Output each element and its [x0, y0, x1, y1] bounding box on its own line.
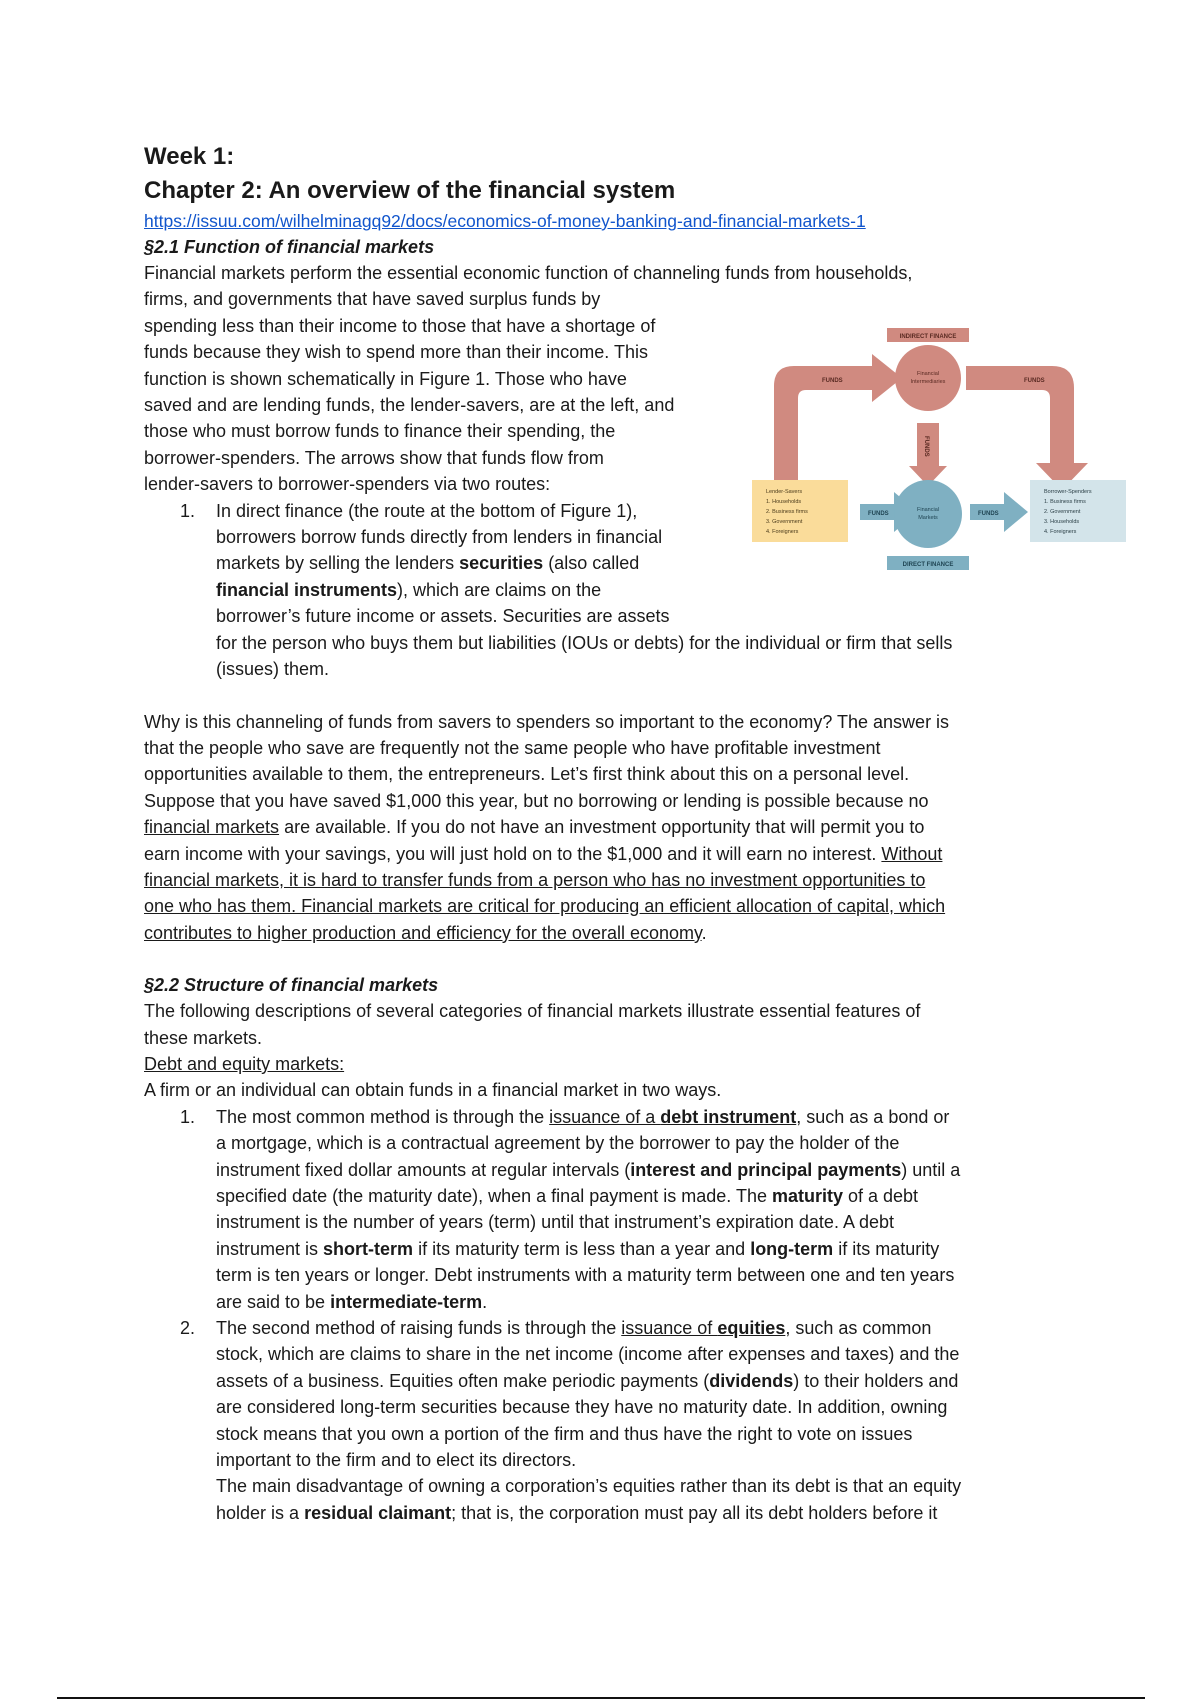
borrower-item: 2. Government	[1044, 509, 1081, 515]
text-line: assets of a business. Equities often make periodic payments (	[216, 1370, 710, 1391]
term-intermediate-term: intermediate-term	[330, 1291, 483, 1312]
term-maturity: maturity	[771, 1186, 843, 1206]
underlined-financial-markets: financial markets	[144, 817, 280, 838]
text-line: .	[482, 1291, 488, 1312]
text-line: ; that is, the corporation must pay all its debt holders before it	[451, 1502, 938, 1523]
text-line: Suppose that you have saved $1,000 this year, but no borrowing or lending is possible because no	[144, 790, 929, 811]
text-line: opportunities available to them, the entrepreneurs. Let’s first think about this on a personal level.	[144, 764, 910, 785]
markets-label-1: Financial	[916, 507, 940, 513]
arrow-intermediaries-to-borrowers	[966, 366, 1088, 490]
intro-line: saved and are lending funds, the lender-savers, are at the left, and	[144, 395, 675, 416]
text-line: that the people who save are frequently not the same people who have profitable investment	[144, 737, 881, 758]
term-equities: equities	[717, 1318, 786, 1339]
text-line: holder is a	[216, 1502, 305, 1523]
term-securities: securities	[459, 553, 544, 574]
indirect-finance-path	[774, 328, 1088, 490]
lender-label: Lender-Savers	[766, 489, 803, 495]
text-line: for the person who buys them but liabilities (IOUs or debts) for the individual or firm that sells	[216, 632, 953, 653]
text-line: important to the firm and to elect its directors.	[216, 1450, 577, 1471]
intermediaries-label-1: Financial	[916, 371, 940, 377]
text-line: these markets.	[144, 1027, 263, 1048]
intro-line: funds because they wish to spend more than their income. This	[144, 342, 648, 363]
text-line: stock means that you own a portion of the firm and thus have the right to vote on issues	[216, 1423, 913, 1444]
term-long-term: long-term	[750, 1238, 834, 1259]
text-line: earn income with your savings, you will just hold on to the $1,000 and it will earn no interest.	[144, 843, 882, 864]
text-line: The following descriptions of several categories of financial markets illustrate essential features of	[144, 1001, 921, 1022]
underlined-text: financial markets, it is hard to transfer funds from a person who has no investment opportunities to	[144, 869, 926, 890]
intro-line: borrower-spenders. The arrows show that funds flow from	[144, 447, 604, 468]
text-line: markets by selling the lenders	[216, 553, 460, 574]
text-line: , such as common	[785, 1318, 932, 1339]
text-line: if its maturity	[833, 1238, 940, 1259]
text-line: In direct finance (the route at the bottom of Figure 1),	[216, 500, 638, 521]
text-line: instrument fixed dollar amounts at regular intervals (	[216, 1159, 631, 1180]
intro-line: Financial markets perform the essential economic function of channeling funds from households,	[144, 263, 913, 283]
direct-finance-label: DIRECT FINANCE	[902, 562, 954, 568]
list-number: 1.	[180, 500, 196, 521]
intro-line: function is shown schematically in Figure 1. Those who have	[144, 368, 627, 389]
borrower-item: 1. Business firms	[1044, 499, 1086, 505]
text-line: (issues) them.	[216, 659, 330, 680]
list-item-equities	[144, 1315, 1064, 1526]
text-line: stock, which are claims to share in the net income (income after expenses and taxes) and the	[216, 1344, 960, 1365]
text-line: .	[701, 922, 707, 943]
lender-item: 3. Government	[766, 519, 803, 525]
text-line: are available. If you do not have an investment opportunity that will permit you to	[279, 817, 925, 838]
intro-line: firms, and governments that have saved surplus funds by	[144, 289, 601, 310]
section-2-1-paragraph-2	[144, 709, 1064, 947]
intro-line: spending less than their income to those that have a shortage of	[144, 315, 656, 336]
text-line: specified date (the maturity date), when a final payment is made. The	[216, 1186, 772, 1206]
text-line: instrument is the number of years (term) until that instrument’s expiration date. A debt	[216, 1212, 894, 1233]
text-line: if its maturity term is less than a year and	[413, 1238, 751, 1259]
list-number: 1.	[180, 1106, 196, 1127]
text-line: ) until a	[901, 1159, 961, 1180]
section-2-1-title: §2.1 Function of financial markets	[144, 237, 435, 257]
financial-intermediaries-node	[895, 345, 961, 411]
text-line: , such as a bond or	[796, 1106, 950, 1127]
borrower-item: 3. Households	[1044, 519, 1080, 525]
source-link[interactable]: https://issuu.com/wilhelminagq92/docs/economics-of-money-banking-and-financial-markets-1	[144, 211, 866, 231]
text-line: term is ten years or longer. Debt instruments with a maturity term between one and ten years	[216, 1265, 955, 1286]
text-line: The second method of raising funds is through the	[216, 1318, 622, 1339]
intro-line: those who must borrow funds to finance their spending, the	[144, 421, 616, 442]
figure-1-flow-diagram	[752, 318, 1200, 608]
term-interest-principal: interest and principal payments	[630, 1159, 902, 1180]
text-line: a mortgage, which is a contractual agreement by the borrower to pay the holder of the	[216, 1133, 900, 1154]
lender-item: 4. Foreigners	[766, 529, 799, 535]
financial-markets-node	[894, 480, 962, 548]
term-dividends: dividends	[709, 1370, 794, 1391]
text-line: are considered long-term securities because they have no maturity date. In addition, owning	[216, 1397, 948, 1418]
text-line: Why is this channeling of funds from savers to spenders so important to the economy? The answer is	[144, 711, 950, 732]
section-2-2-title: §2.2 Structure of financial markets	[144, 975, 439, 996]
list-number: 2.	[180, 1318, 196, 1339]
borrower-label: Borrower-Spenders	[1044, 489, 1092, 495]
text-line: A firm or an individual can obtain funds in a financial market in two ways.	[144, 1080, 722, 1101]
lender-item: 1. Households	[766, 499, 802, 505]
funds-label: FUNDS	[978, 511, 999, 517]
funds-label: FUNDS	[923, 436, 929, 457]
subheading-debt-equity: Debt and equity markets:	[144, 1053, 345, 1074]
direct-finance-path	[752, 480, 1126, 570]
text-line: ), which are claims on the	[397, 579, 602, 600]
underlined-text: issuance of a	[549, 1106, 661, 1127]
funding-methods-list	[144, 1104, 1064, 1527]
text-line: of a debt	[842, 1186, 919, 1206]
list-item-debt	[144, 1104, 1064, 1315]
text-line: ) to their holders and	[793, 1370, 959, 1391]
intro-line: lender-savers to borrower-spenders via two routes:	[144, 474, 551, 495]
text-line: (also called	[543, 553, 640, 574]
term-residual-claimant: residual claimant	[304, 1502, 452, 1523]
text-line: borrowers borrow funds directly from lenders in financial	[216, 527, 663, 548]
underlined-text: one who has them. Financial markets are critical for producing an efficient allocation of capital, which	[144, 896, 946, 917]
intermediaries-label-2: Intermediaries	[910, 379, 946, 385]
term-debt-instrument: debt instrument	[660, 1106, 797, 1127]
text-line: The most common method is through the	[216, 1106, 550, 1127]
underlined-text: issuance of	[621, 1318, 718, 1339]
chapter-heading: Chapter 2: An overview of the financial system	[144, 177, 676, 204]
indirect-finance-label: INDIRECT FINANCE	[899, 334, 957, 340]
lender-item: 2. Business firms	[766, 509, 808, 515]
funds-label: FUNDS	[1024, 378, 1045, 384]
underlined-text: contributes to higher production and efficiency for the overall economy	[144, 922, 702, 943]
funds-label: FUNDS	[868, 511, 889, 517]
markets-label-2: Markets	[918, 515, 938, 521]
term-financial-instruments: financial instruments	[216, 579, 398, 600]
text-line: instrument is	[216, 1238, 324, 1259]
arrow-lenders-to-intermediaries	[774, 354, 902, 483]
page-bottom-rule	[57, 1697, 1145, 1699]
text-line: borrower’s future income or assets. Securities are assets	[216, 606, 670, 627]
text-line: are said to be	[216, 1291, 331, 1312]
week-heading: Week 1:	[144, 143, 235, 170]
underlined-text: Without	[881, 843, 943, 864]
term-short-term: short-term	[323, 1238, 414, 1259]
borrower-item: 4. Foreigners	[1044, 529, 1077, 535]
text-line: The main disadvantage of owning a corporation’s equities rather than its debt is that an equity	[216, 1476, 962, 1497]
funds-label: FUNDS	[822, 378, 843, 384]
